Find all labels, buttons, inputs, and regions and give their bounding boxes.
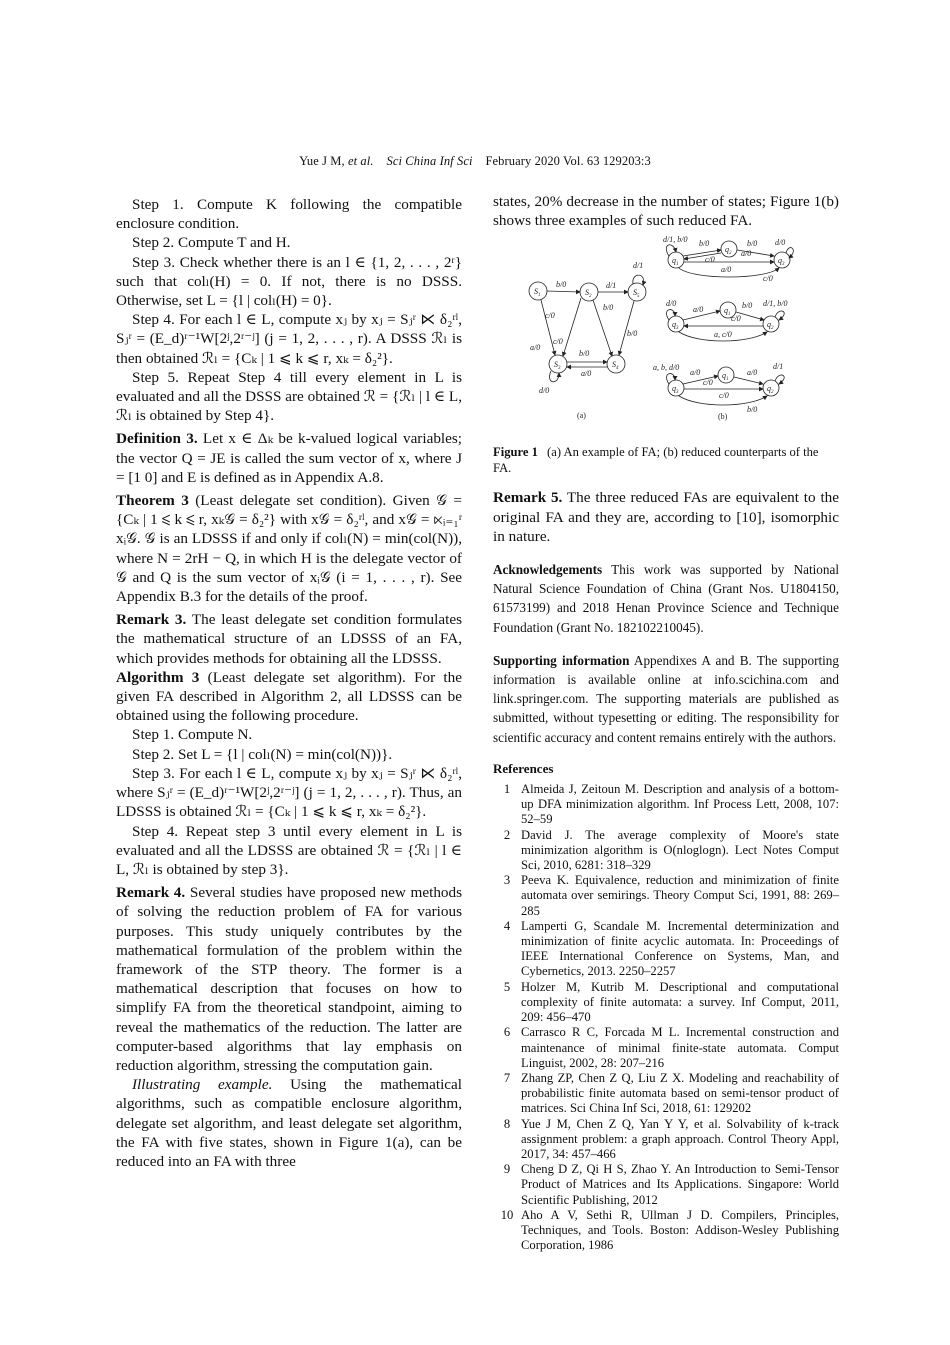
svg-text:d/1: d/1 (606, 281, 617, 291)
reference-number: 5 (503, 979, 511, 994)
svg-text:c/0: c/0 (553, 337, 563, 347)
remark-3 (116, 610, 462, 668)
edge (619, 301, 634, 355)
header-journal: Sci China Inf Sci (386, 154, 473, 168)
svg-text:q2: $q_2$ (725, 245, 732, 257)
algorithm-3 (116, 668, 462, 726)
svg-text:d/1: d/1 (773, 362, 784, 372)
alg-step-3: Step 3. For each l ∈ L, compute xⱼ by xⱼ = Sⱼʳ ⋉ δ₂ʳˡ, where Sⱼʳ = (E_d)ʳ⁻¹W[2ʲ,2ʳ⁻ʲ] (j = 1, 2, . . . , r). Thus, an LDSSS is obtained ℛₗ = {Cₖ | 1 ⩽ k ⩽ r, xₖ = δ₂²}. (116, 764, 462, 821)
reference-text: David J. The average complexity of Moore's state minimization algorithm is O(nloglogn). Lect Notes Comput Sci, 2010, 6281: 318–329 (521, 827, 839, 873)
svg-text:b/0: b/0 (699, 239, 710, 249)
svg-text:c/0: c/0 (705, 255, 715, 265)
figure-caption (493, 444, 839, 476)
svg-text:b/0: b/0 (556, 280, 567, 290)
sup-label: Supporting information (493, 652, 630, 668)
svg-text:c/0: c/0 (703, 378, 713, 388)
svg-text:a/0: a/0 (581, 369, 592, 379)
reference-number: 6 (503, 1025, 511, 1040)
subfig-a-label: (a) (577, 411, 586, 421)
svg-text:S3: $S_3$ (554, 360, 561, 372)
fa-b-labels (653, 236, 787, 421)
definition-text: Let x ∈ Δₖ be k-valued logical variables; the vector Q = JE is called the sum vector of x, where J = [1 0] and E is defined as in Appendix A.8. (116, 430, 463, 486)
reference-number: 3 (503, 873, 511, 888)
reference-text: Lamperti G, Scandale M. Incremental determinization and minimization of finite acyclic automata. In: Proceedings of IEEE International Conference on Systems, Man, and Cybernetics, 2013. 2250–2257 (521, 918, 839, 979)
svg-text:d/1: d/1 (633, 261, 644, 271)
left-column (116, 195, 462, 1171)
subfig-b-label: (b) (718, 412, 728, 422)
remark-3-label: Remark 3. (116, 611, 187, 629)
right-column (493, 192, 839, 1253)
svg-text:a/0: a/0 (693, 305, 704, 315)
reference-item (493, 1025, 839, 1071)
svg-text:q3: $q_3$ (778, 256, 785, 268)
header-etal: et al. (347, 154, 374, 168)
supporting-information (493, 651, 839, 747)
reference-item (493, 873, 839, 919)
figure-caption-text: (a) An example of FA; (b) reduced counterparts of the FA. (493, 445, 819, 476)
svg-text:b/0: b/0 (742, 301, 753, 311)
svg-text:c/0: c/0 (545, 311, 555, 321)
theorem-3 (116, 491, 462, 606)
remark-4-label: Remark 4. (116, 884, 186, 902)
theorem-name: (Least delegate set condition). (195, 492, 387, 510)
reference-text: Aho A V, Sethi R, Ullman J D. Compilers, Principles, Techniques, and Tools. Boston: Addison-Wesley Publishing Corporation, 1986 (521, 1207, 839, 1253)
svg-text:d/0: d/0 (539, 386, 550, 396)
svg-text:c/0: c/0 (763, 274, 773, 284)
reference-item (493, 1071, 839, 1117)
remark-4 (116, 883, 462, 1075)
svg-text:c/0: c/0 (731, 314, 741, 324)
fa-a-labels (530, 261, 643, 420)
illustrating-text: Using the mathematical algorithms, such as compatible enclosure algorithm, delegate set algorithm, and least delegate set algorithm, the FA with five states, shown in Figure 1(a), can be reduced into an FA with three (116, 1076, 463, 1170)
svg-text:q2: $q_2$ (767, 320, 774, 332)
illustrating-example (116, 1075, 462, 1171)
svg-text:q1: $q_1$ (724, 306, 731, 318)
remark-5-label: Remark 5. (493, 489, 563, 507)
reference-number: 1 (503, 782, 511, 797)
reference-text: Peeva K. Equivalence, reduction and minimization of finite automata over semirings. Theory Comput Sci, 1991, 88: 269–285 (521, 873, 839, 918)
step-3: Step 3. Check whether there is an l ∈ {1, 2, . . . , 2ʳ} such that colₗ(H) = 0. If not, there is no DSSS. Otherwise, set L = {l | colₗ(H) = 0}. (116, 253, 462, 310)
acknowledgements (493, 560, 839, 637)
alg-step-4: Step 4. Repeat step 3 until every element in L is evaluated and all the LDSSS are obtained ℛ = {ℛₗ | l ∈ L, ℛₗ is obtained by step 3}. (116, 822, 462, 878)
header-issue: February 2020 Vol. 63 129203:3 (485, 154, 651, 168)
reference-number: 7 (503, 1070, 511, 1085)
algorithm-text: For the given FA described in Algorithm 2, all LDSSS can be obtained using the following procedure. (116, 668, 462, 725)
remark-4-text: Several studies have proposed new methods of solving the reduction problem of FA for various purposes. This study uniquely contributes by the mathematical formulation of the problem within the framework of the STP theory. The former is a mathematical description that focuses on how to simplify FA from the theoretical standpoint, aiming to reveal the mathematics of the reduction. The latter are computer-based algorithms that lay emphasis on reduction algorithm, stressing the computation gain. (116, 884, 463, 1074)
svg-text:a, c/0: a, c/0 (714, 330, 732, 340)
svg-text:a/0: a/0 (690, 368, 701, 378)
edge (541, 300, 555, 355)
figure-caption-label: Figure 1 (493, 445, 538, 460)
reference-item (493, 980, 839, 1026)
svg-text:a/0: a/0 (530, 343, 541, 353)
svg-text:d/0: d/0 (666, 299, 677, 309)
reference-item (493, 1117, 839, 1163)
fa-diagram (493, 236, 839, 436)
running-header (0, 154, 950, 169)
ack-label: Acknowledgements (493, 562, 603, 578)
reference-item (493, 1162, 839, 1208)
reference-text: Cheng D Z, Qi H S, Zhao Y. An Introduction to Semi-Tensor Product of Matrices and Its Applications. Singapore: World Scientific Publishing, 2012 (521, 1162, 839, 1207)
theorem-text: Given 𝒢 = {Cₖ | 1 ⩽ k ⩽ r, xₖ𝒢 = δ₂²} with x𝒢 = δ₂ʳˡ, and x𝒢 = ⋉ᵢ₌₁ʳ xᵢ𝒢. 𝒢 is an LDSSS if and only if colₗ(N) = min(col(N)), where N = 2rH − Q, in which H is the delegate vector of 𝒢 and Q is the sum vector of xᵢ𝒢 (i = 1, . . . , r). See Appendix B.3 for the details of the proof. (116, 492, 462, 606)
reference-text: Holzer M, Kutrib M. Descriptional and computational complexity of finite automata: a survey. Inf Comput, 2011, 209: 456–470 (521, 979, 839, 1025)
step-1: Step 1. Compute K following the compatible enclosure condition. (116, 196, 462, 233)
algorithm-name: (Least delegate set algorithm). (207, 668, 406, 686)
algorithm-label: Algorithm 3 (116, 668, 200, 686)
reference-item (493, 782, 839, 828)
header-authors: Yue J M, (299, 154, 345, 168)
reference-number: 4 (503, 918, 511, 933)
step-2: Step 2. Compute T and H. (132, 234, 291, 252)
reference-text: Yue J M, Chen Z Q, Yan Y Y, et al. Solvability of k-track assignment problem: a graph approach. Control Theory Appl, 2017, 34: 457–466 (521, 1116, 839, 1161)
references-title: References (493, 760, 554, 776)
svg-text:b/0: b/0 (627, 329, 638, 339)
svg-text:b/0: b/0 (603, 303, 614, 313)
definition-label: Definition 3. (116, 430, 198, 448)
sup-text: Appendixes A and B. The supporting information is available online at info.scichina.com and link.springer.com. The supporting materials are published as submitted, without typesetting or editing. The responsibility for scientific accuracy and content remains entirely with the authors. (493, 652, 839, 745)
edge (563, 298, 581, 356)
reference-item (493, 919, 839, 980)
svg-text:b/0: b/0 (747, 405, 758, 415)
reference-number: 2 (503, 827, 511, 842)
references-list (493, 782, 839, 1253)
svg-text:a/0: a/0 (721, 265, 732, 275)
svg-text:q1: $q_1$ (722, 371, 729, 383)
edge (547, 291, 580, 292)
reference-text: Carrasco R C, Forcada M L. Incremental construction and maintenance of minimal finite-state automata. Comput Linguist, 2002, 28: 207–216 (521, 1025, 839, 1070)
theorem-label: Theorem 3 (116, 492, 189, 510)
step-5: Step 5. Repeat Step 4 till every element in L is evaluated and all the DSSS are obtained ℛ = {ℛₗ | l ∈ L, ℛₗ is obtained by Step 4}. (116, 368, 462, 425)
svg-text:d/1, b/0: d/1, b/0 (763, 299, 788, 309)
svg-text:S2: $S_2$ (585, 288, 592, 300)
svg-text:S5: $S_5$ (633, 288, 640, 300)
reference-text: Zhang ZP, Chen Z Q, Liu Z X. Modeling and reachability of probabilistic finite automata based on semi-tensor product of matrices. Sci China Inf Sci, 2018, 61: 129202 (521, 1070, 839, 1116)
ack-text: This work was supported by National Natural Science Foundation of China (Grant Nos. U1804150, 61573199) and 2018 Henan Province Science and Technique Foundation (Grant No. 182102210045). (493, 562, 839, 635)
svg-text:S4: $S_4$ (612, 360, 619, 372)
step-4: Step 4. For each l ∈ L, compute xⱼ by xⱼ = Sⱼʳ ⋉ δ₂ʳˡ, Sⱼʳ = (E_d)ʳ⁻¹W[2ʲ,2ʳ⁻ʲ] (j = 1, 2, . . . , r). A DSSS ℛₗ is then obtained ℛₗ = {Cₖ | 1 ⩽ k ⩽ r, xₖ = δ₂²}. (116, 311, 462, 367)
continued-paragraph: states, 20% decrease in the number of states; Figure 1(b) shows three examples of such reduced FA. (493, 193, 839, 230)
remark-5-text: The three reduced FAs are equivalent to the original FA and they are, according to [10], isomorphic in nature. (493, 489, 839, 545)
svg-text:d/0: d/0 (775, 238, 786, 248)
remark-5 (493, 488, 839, 546)
svg-text:q2: $q_2$ (767, 384, 774, 396)
alg-step-2: Step 2. Set L = {l | colₗ(N) = min(col(N))}. (132, 745, 393, 763)
svg-text:q1: $q_1$ (672, 256, 679, 268)
reference-item (493, 1208, 839, 1254)
reference-number: 8 (503, 1116, 511, 1131)
definition-3 (116, 429, 462, 487)
remark-3-text: The least delegate set condition formulates the mathematical structure of an LDSSS of an FA, which provides methods for obtaining all the LDSSS. (116, 611, 462, 667)
reference-number: 10 (500, 1207, 514, 1222)
svg-text:d/1, b/0: d/1, b/0 (663, 236, 688, 245)
svg-text:b/0: b/0 (579, 349, 590, 359)
svg-text:a/0: a/0 (741, 249, 752, 259)
svg-text:q3: $q_3$ (672, 384, 679, 396)
svg-text:a/0: a/0 (747, 368, 758, 378)
svg-text:c/0: c/0 (719, 391, 729, 401)
svg-text:a, b, d/0: a, b, d/0 (653, 363, 680, 373)
figure-1 (493, 236, 839, 436)
illustrating-label: Illustrating example. (132, 1076, 273, 1094)
reference-number: 9 (503, 1162, 511, 1177)
svg-text:b/0: b/0 (747, 239, 758, 249)
reference-text: Almeida J, Zeitoun M. Description and analysis of a bottom-up DFA minimization algorithm. Inf Process Lett, 2008, 107: 52–59 (521, 782, 839, 827)
alg-step-1: Step 1. Compute N. (132, 726, 253, 744)
svg-text:S1: $S_1$ (534, 287, 541, 299)
svg-text:q3: $q_3$ (672, 320, 679, 332)
reference-item (493, 828, 839, 874)
